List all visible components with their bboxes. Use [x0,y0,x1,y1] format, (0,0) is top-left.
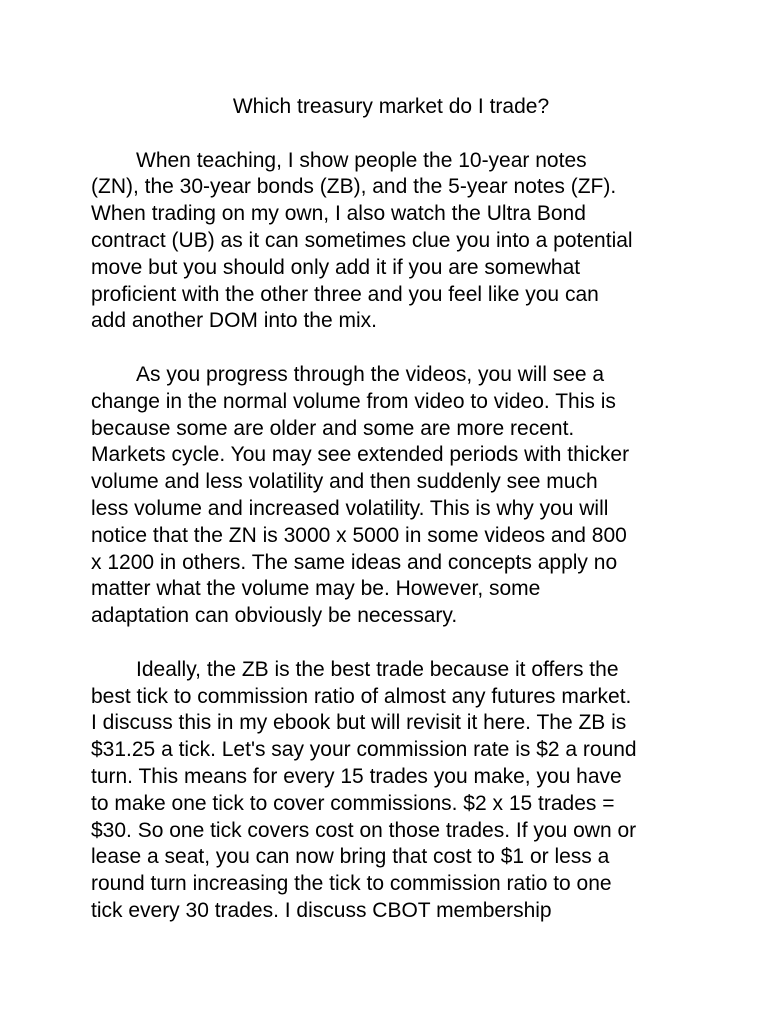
paragraph-line: to make one tick to cover commissions. $2 x 15 trades = [91,791,615,815]
paragraph-line: When trading on my own, I also watch the Ultra Bond [91,202,586,226]
paragraph-line: best tick to commission ratio of almost any futures market. [91,684,632,708]
paragraph-line: because some are older and some are more recent. [91,416,575,440]
paragraph-3 [91,657,691,925]
paragraph-line: adaptation can obviously be necessary. [91,604,458,628]
paragraph-line: add another DOM into the mix. [91,309,377,333]
paragraph-line: Ideally, the ZB is the best trade because it offers the [136,657,619,681]
paragraph-line: Markets cycle. You may see extended periods with thicker [91,443,630,467]
paragraph-line: lease a seat, you can now bring that cost to $1 or less a [91,845,610,869]
document-title: Which treasury market do I trade? [232,95,550,118]
paragraph-line: less volume and increased volatility. This is why you will [91,496,609,520]
paragraph-line: change in the normal volume from video to video. This is [91,389,616,413]
paragraph-line: round turn increasing the tick to commission ratio to one [91,872,612,896]
paragraph-line: $30. So one tick covers cost on those trades. If you own or [91,818,637,842]
paragraph-line: notice that the ZN is 3000 x 5000 in some videos and 800 [91,523,627,547]
paragraph-line: I discuss this in my ebook but will revisit it here. The ZB is [91,711,627,735]
paragraph-1 [91,148,691,336]
paragraph-2 [91,362,691,630]
paragraph-line: As you progress through the videos, you will see a [136,362,605,386]
paragraph-line: contract (UB) as it can sometimes clue you into a potential [91,228,633,252]
paragraph-line: When teaching, I show people the 10-year notes [136,148,587,172]
paragraph-line: x 1200 in others. The same ideas and concepts apply no [91,550,618,574]
paragraph-line: tick every 30 trades. I discuss CBOT membership [91,898,552,922]
paragraph-line: $31.25 a tick. Let's say your commission rate is $2 a round [91,738,637,762]
paragraph-line: matter what the volume may be. However, some [91,577,541,601]
paragraph-line: turn. This means for every 15 trades you make, you have [91,764,622,788]
document-body [91,94,691,925]
paragraph-line: (ZN), the 30-year bonds (ZB), and the 5-year notes (ZF). [91,175,617,199]
paragraph-line: move but you should only add it if you are somewhat [91,255,581,279]
paragraph-line: proficient with the other three and you feel like you can [91,282,599,306]
paragraph-line: volume and less volatility and then suddenly see much [91,470,598,494]
